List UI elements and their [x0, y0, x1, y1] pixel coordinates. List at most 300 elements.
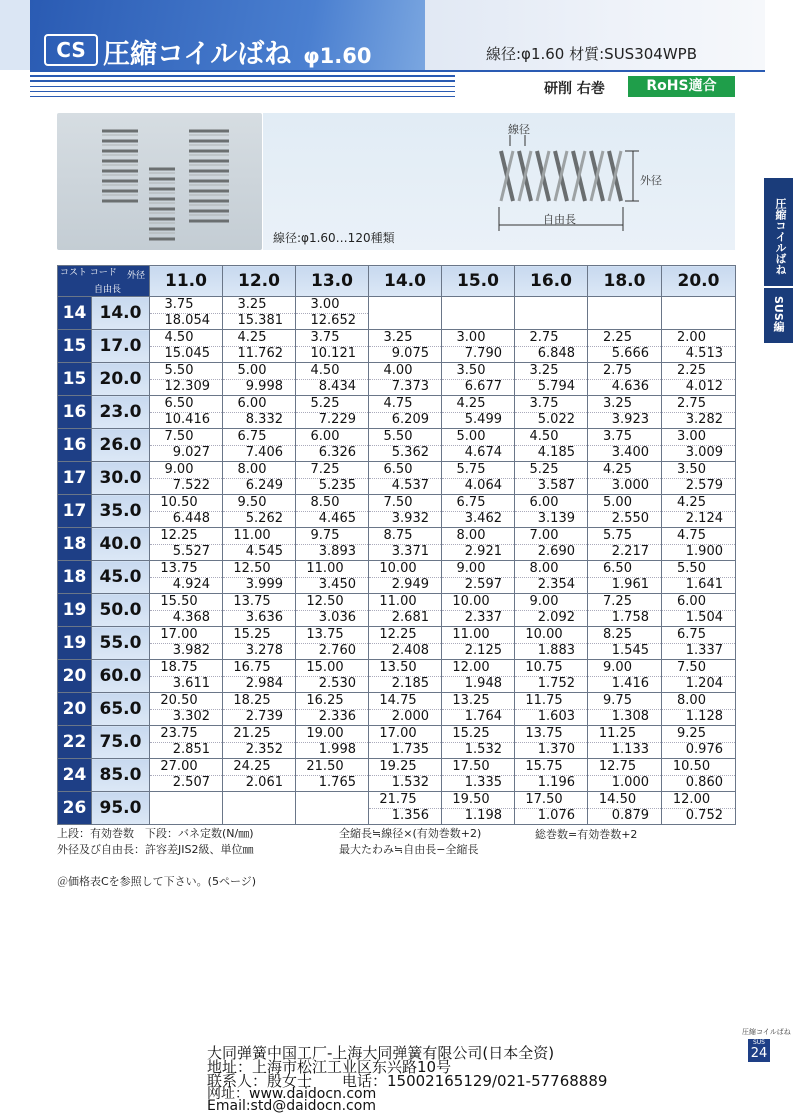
active-turns-value: 8.00: [677, 692, 706, 708]
spec-cell: [296, 462, 369, 495]
spec-cell: [296, 726, 369, 759]
spec-cell: [150, 594, 223, 627]
active-turns-value: 3.25: [529, 362, 559, 378]
spec-cell: [296, 594, 369, 627]
price-reference: ＠価格表Cを参照して下さい。(5ページ): [57, 875, 257, 888]
spring-rate-value: 1.198: [442, 808, 514, 824]
column-header: 15.0: [442, 266, 515, 297]
active-turns-value: 5.00: [456, 428, 486, 444]
spring-rate-value: 1.335: [442, 775, 514, 791]
spec-cell: [515, 396, 588, 429]
active-turns-value: 4.75: [677, 527, 706, 543]
spring-rate-value: 2.185: [369, 676, 441, 692]
spring-rate-value: 2.760: [296, 643, 368, 659]
spec-cell: [588, 594, 662, 627]
footer-web[interactable]: 网址：www.daidocn.com: [207, 1086, 377, 1102]
active-turns-value: 11.00: [306, 560, 344, 576]
spec-cell: [223, 462, 296, 495]
active-turns-value: 21.50: [306, 758, 344, 774]
spec-cell: [369, 792, 442, 825]
active-turns-value: 11.00: [452, 626, 490, 642]
spec-text: 線径:φ1.60 材質:SUS304WPB: [486, 45, 697, 63]
active-turns-value: 9.25: [677, 725, 706, 741]
spec-cell: [588, 462, 662, 495]
spring-rate-value: 18.054: [150, 313, 222, 329]
active-turns-value: 19.00: [306, 725, 344, 741]
spec-cell: [223, 528, 296, 561]
spec-cell: [662, 693, 736, 726]
free-length-cell: 65.0: [92, 693, 150, 726]
active-turns-value: 3.75: [603, 428, 632, 444]
spec-cell: [442, 462, 515, 495]
spring-rate-value: 6.249: [223, 478, 295, 494]
spring-rate-value: 6.448: [150, 511, 222, 527]
active-turns-value: 2.75: [529, 329, 559, 345]
spring-rate-value: 2.352: [223, 742, 295, 758]
free-length-cell: 60.0: [92, 660, 150, 693]
spec-cell: [223, 759, 296, 792]
active-turns-value: 2.75: [677, 395, 706, 411]
spec-cell: [662, 759, 736, 792]
spec-cell: [442, 363, 515, 396]
active-turns-value: 5.25: [310, 395, 340, 411]
active-turns-value: 9.50: [237, 494, 267, 510]
free-length-cell: 23.0: [92, 396, 150, 429]
empty-cell: [515, 297, 588, 330]
spec-cell: [223, 363, 296, 396]
spec-cell: [442, 726, 515, 759]
side-category-tab[interactable]: [764, 178, 793, 343]
spring-rate-value: 4.513: [662, 346, 735, 362]
spec-cell: [442, 627, 515, 660]
spring-rate-value: 0.879: [588, 808, 661, 824]
free-length-cell: 55.0: [92, 627, 150, 660]
spec-cell: [588, 528, 662, 561]
spring-rate-value: 2.354: [515, 577, 587, 593]
spring-rate-value: 1.133: [588, 742, 661, 758]
springs-photo-icon: [57, 113, 262, 250]
spec-cell: [442, 495, 515, 528]
side-tab-section: SUS編: [772, 296, 785, 332]
spec-cell: [662, 330, 736, 363]
table-row: [58, 693, 736, 726]
spring-rate-value: 5.262: [223, 511, 295, 527]
spring-rate-value: 3.000: [588, 478, 661, 494]
spec-cell: [662, 528, 736, 561]
active-turns-value: 5.75: [456, 461, 486, 477]
active-turns-value: 27.00: [160, 758, 198, 774]
active-turns-value: 12.25: [160, 527, 198, 543]
page-header: [0, 0, 793, 104]
spring-rate-value: 4.368: [150, 610, 222, 626]
spec-cell: [588, 561, 662, 594]
finish-label: 研削 右巻: [544, 81, 605, 97]
active-turns-value: 17.00: [379, 725, 417, 741]
active-turns-value: 4.50: [164, 329, 194, 345]
spring-spec-table: [57, 265, 736, 825]
spring-diagram: [263, 113, 735, 250]
active-turns-value: 4.00: [383, 362, 413, 378]
spec-cell: [223, 297, 296, 330]
empty-cell: [150, 792, 223, 825]
spec-cell: [515, 627, 588, 660]
note-formula: 全縮長≒線径×(有効巻数+2): [339, 827, 482, 840]
table-row: [58, 726, 736, 759]
spec-cell: [442, 594, 515, 627]
spring-rate-value: 1.764: [442, 709, 514, 725]
active-turns-value: 11.75: [525, 692, 563, 708]
active-turns-value: 18.25: [233, 692, 271, 708]
spring-rate-value: 3.139: [515, 511, 587, 527]
spec-cell: [296, 561, 369, 594]
spring-rate-value: 6.677: [442, 379, 514, 395]
spring-rate-value: 2.921: [442, 544, 514, 560]
spec-cell: [296, 759, 369, 792]
active-turns-value: 5.00: [603, 494, 632, 510]
active-turns-value: 4.75: [383, 395, 413, 411]
free-length-label: 自由長: [543, 213, 576, 226]
spec-cell: [515, 594, 588, 627]
spec-cell: [150, 759, 223, 792]
spring-rate-value: 3.282: [662, 412, 735, 428]
spec-cell: [223, 726, 296, 759]
free-length-cell: 30.0: [92, 462, 150, 495]
spec-cell: [150, 495, 223, 528]
active-turns-value: 24.25: [233, 758, 271, 774]
spring-rate-value: 2.408: [369, 643, 441, 659]
spring-rate-value: 4.064: [442, 478, 514, 494]
table-row: [58, 363, 736, 396]
spec-cell: [588, 495, 662, 528]
spring-rate-value: 1.416: [588, 676, 661, 692]
spec-cell: [515, 528, 588, 561]
active-turns-value: 3.25: [603, 395, 632, 411]
spring-rate-value: 4.924: [150, 577, 222, 593]
spring-rate-value: 1.196: [515, 775, 587, 791]
active-turns-value: 6.00: [310, 428, 340, 444]
page-number: 24: [748, 1046, 770, 1062]
active-turns-value: 15.25: [452, 725, 490, 741]
spec-cell: [150, 660, 223, 693]
column-header: 13.0: [296, 266, 369, 297]
empty-cell: [296, 792, 369, 825]
diagram-caption: 線径:φ1.60…120種類: [273, 231, 395, 245]
spec-cell: [223, 693, 296, 726]
spring-rate-value: 5.235: [296, 478, 368, 494]
active-turns-value: 3.75: [529, 395, 559, 411]
spring-rate-value: 3.400: [588, 445, 661, 461]
spec-cell: [296, 330, 369, 363]
active-turns-value: 7.50: [164, 428, 194, 444]
active-turns-value: 13.75: [233, 593, 271, 609]
cost-code-cell: 15: [58, 330, 92, 363]
active-turns-value: 11.00: [379, 593, 417, 609]
active-turns-value: 6.00: [237, 395, 267, 411]
active-turns-value: 4.25: [603, 461, 632, 477]
spring-rate-value: 12.309: [150, 379, 222, 395]
active-turns-value: 6.50: [603, 560, 632, 576]
active-turns-value: 2.25: [677, 362, 706, 378]
cost-code-cell: 24: [58, 759, 92, 792]
spec-cell: [150, 330, 223, 363]
spring-rate-value: 2.690: [515, 544, 587, 560]
cost-code-cell: 16: [58, 429, 92, 462]
spring-rate-value: 2.597: [442, 577, 514, 593]
spring-rate-value: 11.762: [223, 346, 295, 362]
spec-cell: [150, 462, 223, 495]
spec-cell: [369, 429, 442, 462]
active-turns-value: 21.75: [379, 791, 417, 807]
spring-rate-value: 3.893: [296, 544, 368, 560]
spec-cell: [296, 693, 369, 726]
spec-cell: [296, 396, 369, 429]
spec-cell: [442, 528, 515, 561]
spec-cell: [296, 429, 369, 462]
spring-rate-value: 1.752: [515, 676, 587, 692]
column-header: 16.0: [515, 266, 588, 297]
active-turns-value: 12.00: [452, 659, 490, 675]
spring-rate-value: 3.450: [296, 577, 368, 593]
active-turns-value: 8.25: [603, 626, 632, 642]
spec-cell: [662, 792, 736, 825]
note-line: 外径及び自由長：許容差JIS2級、単位㎜: [57, 843, 254, 856]
active-turns-value: 3.75: [310, 329, 340, 345]
spec-cell: [296, 660, 369, 693]
active-turns-value: 10.75: [525, 659, 563, 675]
cost-code-cell: 19: [58, 627, 92, 660]
cost-code-cell: 17: [58, 495, 92, 528]
active-turns-value: 4.50: [310, 362, 340, 378]
spring-rate-value: 1.545: [588, 643, 661, 659]
active-turns-value: 10.50: [160, 494, 198, 510]
active-turns-value: 8.00: [237, 461, 267, 477]
cost-code-cell: 16: [58, 396, 92, 429]
spec-cell: [223, 561, 296, 594]
empty-cell: [223, 792, 296, 825]
spring-rate-value: 1.765: [296, 775, 368, 791]
active-turns-value: 8.75: [383, 527, 413, 543]
notes-formulas: [339, 826, 481, 858]
spec-cell: [223, 627, 296, 660]
empty-cell: [369, 297, 442, 330]
free-length-cell: 95.0: [92, 792, 150, 825]
spring-rate-value: 5.666: [588, 346, 661, 362]
active-turns-value: 5.50: [164, 362, 194, 378]
spec-cell: [369, 363, 442, 396]
spec-cell: [369, 495, 442, 528]
active-turns-value: 14.50: [598, 791, 637, 807]
active-turns-value: 13.75: [160, 560, 198, 576]
spring-rate-value: 1.883: [515, 643, 587, 659]
spec-cell: [150, 363, 223, 396]
free-length-cell: 26.0: [92, 429, 150, 462]
side-tab-category: 圧縮コイルばね: [774, 198, 787, 275]
empty-cell: [662, 297, 736, 330]
spec-cell: [223, 396, 296, 429]
spring-rate-value: 3.932: [369, 511, 441, 527]
spec-cell: [150, 528, 223, 561]
active-turns-value: 10.00: [452, 593, 490, 609]
notes-left: [57, 826, 254, 858]
cs-badge: CS: [44, 34, 98, 66]
spring-rate-value: 1.128: [662, 709, 735, 725]
spec-cell: [369, 462, 442, 495]
active-turns-value: 11.25: [598, 725, 637, 741]
spec-cell: [588, 726, 662, 759]
active-turns-value: 9.75: [310, 527, 340, 543]
footer-email[interactable]: Email:std@daidocn.com: [207, 1098, 376, 1114]
free-length-cell: 17.0: [92, 330, 150, 363]
spring-rate-value: 3.982: [150, 643, 222, 659]
spec-cell: [588, 660, 662, 693]
active-turns-value: 3.75: [164, 296, 194, 312]
active-turns-value: 3.25: [237, 296, 267, 312]
spring-rate-value: 8.434: [296, 379, 368, 395]
spec-cell: [369, 759, 442, 792]
spring-rate-value: 3.371: [369, 544, 441, 560]
active-turns-value: 6.75: [677, 626, 706, 642]
table-body: [58, 297, 736, 825]
company-footer: [207, 1046, 607, 1112]
active-turns-value: 13.25: [452, 692, 490, 708]
active-turns-value: 16.25: [306, 692, 344, 708]
page-sub-label: SUS: [748, 1039, 770, 1046]
active-turns-value: 4.50: [529, 428, 559, 444]
spec-cell: [223, 594, 296, 627]
active-turns-value: 11.00: [233, 527, 271, 543]
spec-cell: [150, 693, 223, 726]
spec-cell: [515, 330, 588, 363]
spring-rate-value: 2.217: [588, 544, 661, 560]
footer-company: 大同弹簧中国工厂-上海大同弹簧有限公司(日本全资): [207, 1044, 555, 1062]
spring-rate-value: 2.336: [296, 709, 368, 725]
spring-rate-value: 3.036: [296, 610, 368, 626]
spring-rate-value: 1.532: [442, 742, 514, 758]
spring-rate-value: 1.641: [662, 577, 735, 593]
spring-rate-value: 3.009: [662, 445, 735, 461]
spec-cell: [662, 627, 736, 660]
spec-cell: [588, 759, 662, 792]
active-turns-value: 12.50: [233, 560, 271, 576]
cost-code-cell: 22: [58, 726, 92, 759]
spec-cell: [442, 330, 515, 363]
spec-cell: [442, 561, 515, 594]
spring-rate-value: 3.587: [515, 478, 587, 494]
table-row: [58, 330, 736, 363]
active-turns-value: 4.25: [237, 329, 267, 345]
active-turns-value: 14.75: [379, 692, 417, 708]
title-diameter: φ1.60: [303, 44, 372, 68]
spring-rate-value: 7.406: [223, 445, 295, 461]
spring-rate-value: 2.092: [515, 610, 587, 626]
active-turns-value: 7.50: [677, 659, 706, 675]
active-turns-value: 9.75: [603, 692, 632, 708]
active-turns-value: 19.50: [452, 791, 490, 807]
product-photo: [57, 113, 262, 250]
spring-rate-value: 2.851: [150, 742, 222, 758]
note-total-turns: 総巻数=有効巻数+2: [535, 828, 638, 841]
spec-cell: [588, 396, 662, 429]
spec-cell: [662, 726, 736, 759]
spring-rate-value: 1.900: [662, 544, 735, 560]
header-rule: [30, 91, 455, 92]
spring-rate-value: 1.370: [515, 742, 587, 758]
free-length-cell: 50.0: [92, 594, 150, 627]
empty-cell: [442, 297, 515, 330]
spring-rate-value: 4.674: [442, 445, 514, 461]
cost-code-cell: 17: [58, 462, 92, 495]
page-title: [103, 32, 371, 71]
spring-rate-value: 2.530: [296, 676, 368, 692]
active-turns-value: 3.00: [677, 428, 706, 444]
footer-contact: 联系人：殷女士 电话：15002165129/021-57768889: [207, 1072, 608, 1090]
active-turns-value: 5.25: [529, 461, 559, 477]
active-turns-value: 3.50: [456, 362, 486, 378]
spring-rate-value: 7.790: [442, 346, 514, 362]
spring-rate-value: 2.984: [223, 676, 295, 692]
spring-rate-value: 4.537: [369, 478, 441, 494]
spec-cell: [223, 429, 296, 462]
cost-code-cell: 26: [58, 792, 92, 825]
spec-cell: [442, 429, 515, 462]
active-turns-value: 13.75: [525, 725, 563, 741]
spec-cell: [515, 693, 588, 726]
active-turns-value: 8.00: [456, 527, 486, 543]
spec-cell: [662, 495, 736, 528]
active-turns-value: 10.50: [672, 758, 711, 774]
spec-cell: [369, 660, 442, 693]
active-turns-value: 12.25: [379, 626, 417, 642]
spec-cell: [150, 297, 223, 330]
active-turns-value: 5.75: [603, 527, 632, 543]
table-row: [58, 297, 736, 330]
corner-fl-label: 自由長: [94, 285, 122, 295]
active-turns-value: 6.75: [237, 428, 267, 444]
spec-cell: [150, 627, 223, 660]
active-turns-value: 20.50: [160, 692, 198, 708]
header-rule: [30, 86, 455, 87]
active-turns-value: 23.75: [160, 725, 198, 741]
outer-diameter-label: 外径: [640, 174, 662, 187]
spring-rate-value: 5.527: [150, 544, 222, 560]
spring-rate-value: 1.758: [588, 610, 661, 626]
spec-cell: [515, 561, 588, 594]
spring-rate-value: 10.121: [296, 346, 368, 362]
spring-rate-value: 5.499: [442, 412, 514, 428]
active-turns-value: 19.25: [379, 758, 417, 774]
column-header: 18.0: [588, 266, 662, 297]
spring-rate-value: 6.209: [369, 412, 441, 428]
spring-rate-value: 9.027: [150, 445, 222, 461]
spring-rate-value: 1.076: [515, 808, 587, 824]
title-text: 圧縮コイルばね: [103, 39, 292, 70]
spring-rate-value: 3.923: [588, 412, 661, 428]
spec-cell: [662, 660, 736, 693]
table-row: [58, 792, 736, 825]
active-turns-value: 2.75: [603, 362, 632, 378]
spring-rate-value: 4.545: [223, 544, 295, 560]
spring-rate-value: 4.012: [662, 379, 735, 395]
column-header: 11.0: [150, 266, 223, 297]
spring-rate-value: 2.507: [150, 775, 222, 791]
spring-rate-value: 0.976: [662, 742, 735, 758]
active-turns-value: 4.25: [677, 494, 706, 510]
active-turns-value: 5.50: [677, 560, 706, 576]
spring-rate-value: 3.611: [150, 676, 222, 692]
active-turns-value: 10.00: [379, 560, 417, 576]
column-header: 20.0: [662, 266, 736, 297]
spring-rate-value: 1.735: [369, 742, 441, 758]
